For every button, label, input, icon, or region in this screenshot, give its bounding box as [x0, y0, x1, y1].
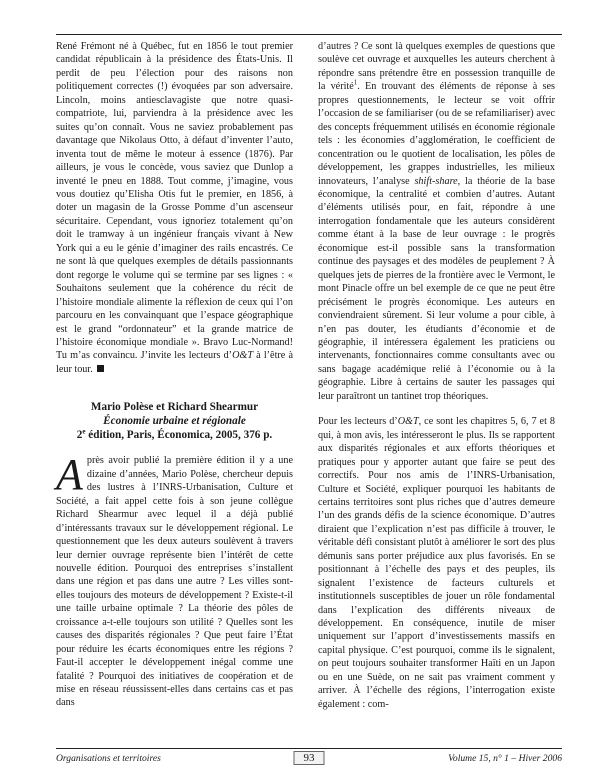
right-column	[318, 40, 555, 711]
paragraph	[56, 450, 293, 710]
italic-abbrev: O&T	[397, 416, 419, 428]
header-rule	[56, 34, 562, 35]
volume-info: Volume 15, n° 1 – Hiver 2006	[448, 753, 562, 764]
italic-term: shift-share	[414, 175, 458, 187]
end-of-review-mark	[97, 365, 104, 372]
review-heading	[56, 400, 293, 442]
review-edition	[56, 428, 293, 442]
paragraph-text: , ce sont les chapitres 5, 6, 7 et 8 qui, à mon avis, les intéresseront le plus. Ils se rapportent aux disparités régionales et aux efforts théoriques et pratiques pour y apporter autant que faire se peut des correctifs. Pour nos amis de l’INRS-Urbanisation, Culture et Société, expliquer pourquoi les habitants de certains territoires sont plus riches que d’autres demeure l’un des grands défis de la science économique. D’autres diraient que l’explication n’est pas difficile à trouver, le véritable défi consistant plutôt à améliorer le sort des plus démunis sans porter préjudice aux plus favorisés. En se positionnant à l’échelle des pays et des peuples, ils signalent l’existence de facteurs culturels et institutionnels susceptibles de jouer un rôle fondamental dans l’explication des différents niveaux de développement. En conséquence, inutile de miser uniquement sur l’apport d’investissements massifs en capital physique. C’est pourquoi, comme ils le signalent, on peut toujours souhaiter transformer Haïti en un Japon ou en une Suède, on ne sait pas vraiment comment y arriver. À l’échelle des régions, l’interrogation existe également : com-	[318, 416, 555, 710]
paragraph	[318, 40, 555, 403]
paragraph	[318, 415, 555, 711]
paragraph	[56, 40, 293, 376]
page-number: 93	[294, 751, 325, 765]
edition-number: 2	[76, 429, 83, 442]
drop-cap: A	[56, 450, 83, 500]
footnote-ref: 1	[353, 78, 358, 87]
review-book-title: Économie urbaine et régionale	[103, 415, 246, 428]
paragraph-text: près avoir publié la première édition il y a une dizaine d’années, Mario Polèse, chercheur depuis des lustres à l’INRS-Urbanisation, Culture et Société, a fait appel cette fois à son jeune collègue Richard Shearmur avec lequel il a déjà publié d’intéressants travaux sur le développement régional. Le questionnement que les deux auteurs soulèvent à travers leur dernier ouvrage représente bien l’intérêt de cette nouvelle édition. Pourquoi des entreprises s’installent dans une région et pas dans une autre ? Les villes sont-elles toujours des moteurs de développement ? Existe-t-il une taille urbaine optimale ? La théorie des pôles de croissance a-t-elle toujours son utilité ? Quelles sont les causes des disparités régionales ? Que peut faire l’État pour réduire les écarts économiques entre les régions ? Faut-il accepter le développement inégal comme une fatalité ? Pourquoi des initiatives de coopération et de mise en réseau réussissent-elles dans certains cas et pas dans	[56, 455, 293, 709]
paragraph-text: à l’être à leur tour.	[56, 350, 293, 375]
page-footer	[56, 751, 562, 769]
paragraph-text: . En trouvant des éléments de réponse à ses propres questionnements, le lecteur se voit offrir l’occasion de se familiariser (ou de se refamiliariser) avec des concepts fréquemment utilisés en économie régionale tels : les économies d’agglomération, le coefficient de concentration ou le quotient de localisation, les pôles de développement, les grappes industrielles, les milieux innovateurs, l’analyse	[318, 81, 556, 187]
edition-details: édition, Paris, Économica, 2005, 376 p.	[85, 429, 273, 442]
edition-sup: e	[82, 427, 86, 436]
italic-abbrev: O&T	[232, 350, 254, 362]
journal-name: Organisations et territoires	[56, 753, 161, 764]
paragraph-text: , la théorie de la base économique, la centralité et combien d’autres. Autant d’éléments utilisés pour, en fait, répondre à une interrogation fondamentale que les auteurs considèrent comme étant à la base de leur ouvrage : le progrès économique est-il possible sans la transformation continue des paysages et des modèles de peuplement ? À quelques jets de pierres de la frontière avec le Vermont, le mont Pinacle offre un bel exemple de ce que ne peut être précisément le progrès économique. Les auteurs en conviendraient sûrement. Si leur volume a pour cible, à n’en pas douter, les étudiants d’économie et de géographie, il intéressera également les praticiens ou intervenants, fonctionnaires comme consultants avec ou sans bagage académique relié à l’économie ou à la géographie. Libre à certains de sauter les passages qui leur paraîtront un tantinet trop théoriques.	[318, 175, 555, 402]
footer-rule	[56, 748, 562, 749]
paragraph-text: René Frémont né à Québec, fut en 1856 le tout premier candidat républicain à la présidence des États-Unis. Il perdit de peu l’élection pour des raisons non politiquement correctes (!) évoquées par son adversaire. Lincoln, moins antiesclavagiste que notre quasi-compatriote, lui, parviendra à la présidence avec les suites qu’on connaît. Vous ne saviez probablement pas davantage que Nikolaus Otto, à défaut d’inventer l’auto, inventa tout de même le moteur à essence (1876). Par ailleurs, je vous le concède, vous saviez que Dunlop a inventé le pneu en 1888. Tout comme, j’imagine, vous vous doutiez qu’Elisha Otis fut le premier, en 1856, à doter un magasin de la Grosse Pomme d’un ascenseur sécuritaire. Cependant, vous ignoriez totalement qu’on doit le tramway à un ingénieur français vivant à New York qui a eu le génie d’imaginer des rails encastrés. Ce ne sont là que quelques exemples de détails passionnants dont regorge le volume qui se termine par ses lignes : « Souhaitons seulement que la cohérence du récit de l’histoire mondiale alimente la réflexion de ceux qui l’on parcouru en les convainquant que l’espace géographique est le grand “ordonnateur” et la grande matrice de l’histoire économique mondiale ». Bravo Luc-Normand! Tu m’as convaincu. J’invite les lecteurs d’	[56, 41, 293, 362]
paragraph-text: d’autres ? Ce sont là quelques exemples de questions que soulève cet ouvrage et auxquelles les auteurs cherchent à répondre sans prétendre être en possession tranquille de la vérité	[318, 41, 555, 93]
left-column	[56, 40, 293, 710]
review-authors: Mario Polèse et Richard Shearmur	[90, 401, 259, 414]
paragraph-text: Pour les lecteurs d’	[318, 416, 398, 428]
